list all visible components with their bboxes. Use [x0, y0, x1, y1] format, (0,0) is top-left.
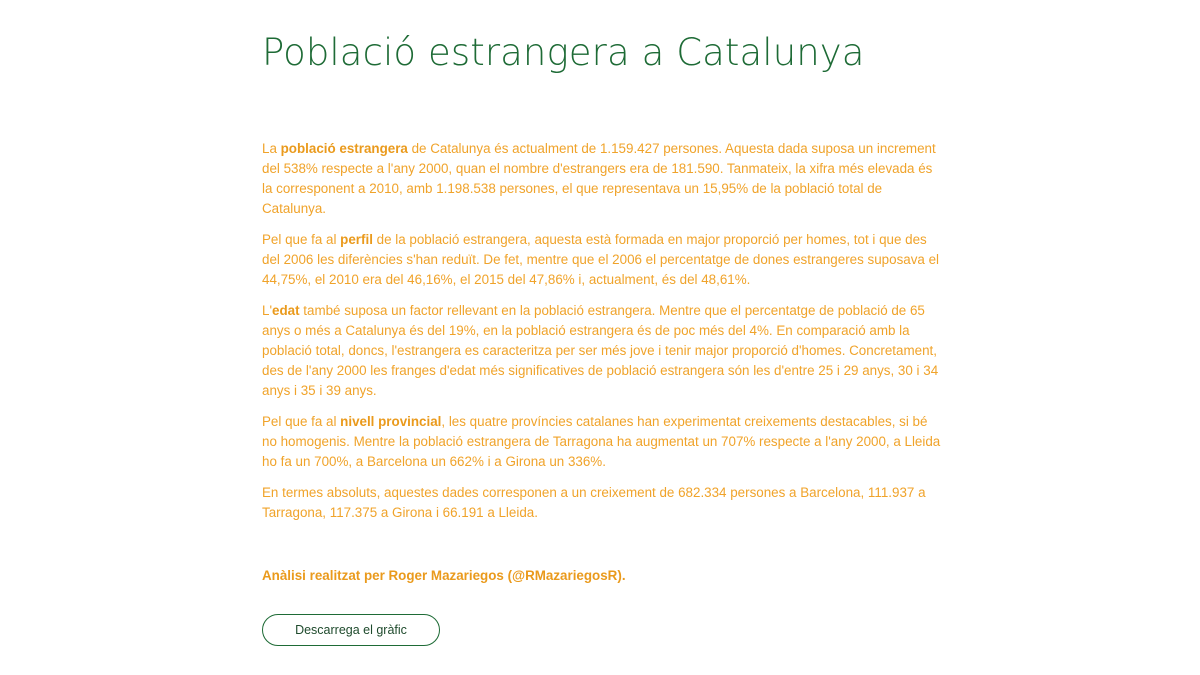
paragraph-text: Pel que fa al [262, 414, 341, 429]
article [262, 0, 942, 637]
author-credit: Anàlisi realitzat per Roger Mazariegos (@RMazariegosR). [262, 568, 626, 583]
paragraph-text: , les quatre províncies catalanes han experimentat creixements destacables, si bé no homogenis. Mentre la població estrangera de Tarragona ha augmentat un 707% respecte a l'any 2000, a Lleida ho fa un 700%, a Barcelona un 662% i a Girona un 336%. [262, 414, 941, 469]
paragraph-text: La [262, 141, 281, 156]
paragraph-text: Pel que fa al [262, 232, 341, 247]
paragraph-text: també suposa un factor rellevant en la població estrangera. Mentre que el percentatge de població de 65 anys o més a Catalunya és del 19%, en la població estrangera és de poc més del 4%. En comparació amb la població total, doncs, l'estrangera es caracteritza per ser més jove i tenir major proporció d'homes. Concretament, des de l'any 2000 les franges d'edat més significatives de població estrangera són les d'entre 25 i 29 anys, 30 i 34 anys i 35 i 39 anys. [262, 303, 939, 398]
paragraph-text: de Catalunya és actualment de 1.159.427 persones. Aquesta dada suposa un increment del 538% respecte a l'any 2000, quan el nombre d'estrangers era de 181.590. Tanmateix, la xifra més elevada és la corresponent a 2010, amb 1.198.538 persones, el que representava un 15,95% de la població total de Catalunya. [262, 141, 936, 216]
paragraph-absolute [262, 483, 942, 523]
paragraph-age [262, 301, 942, 401]
highlight-edat: edat [272, 303, 300, 318]
highlight-perfil: perfil [340, 232, 373, 247]
paragraph-population [262, 139, 942, 219]
download-chart-button[interactable]: Descarrega el gràfic [262, 614, 440, 646]
paragraph-text: L' [262, 303, 273, 318]
paragraph-profile [262, 230, 942, 290]
highlight-poblacio-estrangera: població estrangera [280, 141, 408, 156]
article-body [262, 139, 942, 586]
page-title: Població estrangera a Catalunya [262, 31, 865, 74]
paragraph-text: de la població estrangera, aquesta està formada en major proporció per homes, tot i que des del 2006 les diferències s'han reduït. De fet, mentre que el 2006 el percentatge de dones estrangeres suposava el 44,75%, el 2010 era del 46,16%, el 2015 del 47,86% i, actualment, és del 48,61%. [262, 232, 939, 287]
paragraph-text: En termes absoluts, aquestes dades corresponen a un creixement de 682.334 persones a Barcelona, 111.937 a Tarragona, 117.375 a Girona i 66.191 a Lleida. [262, 485, 926, 520]
highlight-nivell-provincial: nivell provincial [340, 414, 442, 429]
paragraph-provincial [262, 412, 942, 472]
